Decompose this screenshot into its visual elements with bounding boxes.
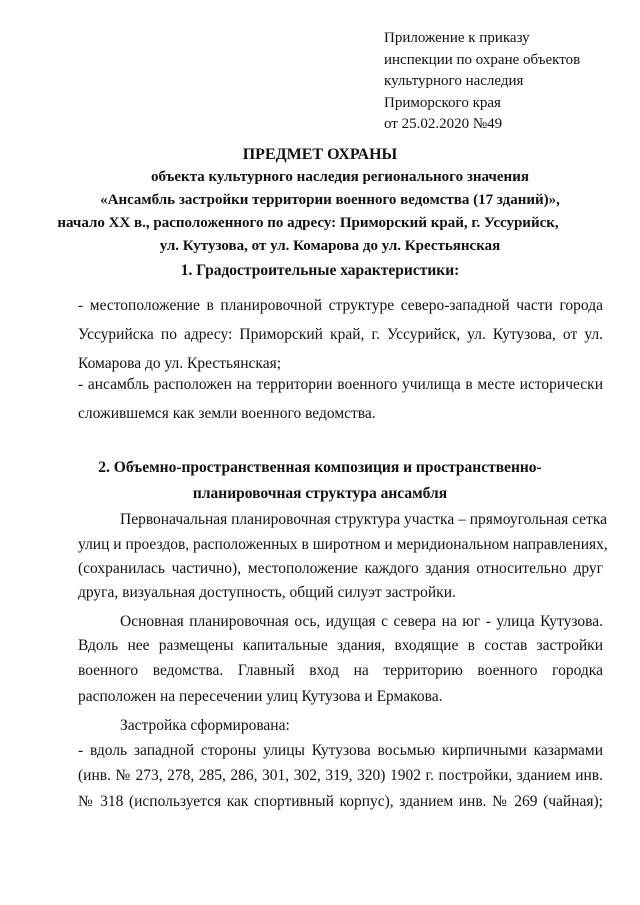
section2-line: расположен на пересечении улиц Кутузова и Ермакова. [78, 688, 443, 705]
section1-line: сложившемся как земли военного ведомства. [78, 405, 376, 422]
section1-line: - ансамбль расположен на территории военного училища в месте исторически [78, 376, 603, 393]
section1-line: Уссурийска по адресу: Приморский край, г. Уссурийск, ул. Кутузова, от ул. [78, 326, 603, 343]
section2-line: № 318 (используется как спортивный корпус), зданием инв. № 269 (чайная); [78, 793, 603, 810]
section2-line: военного ведомства. Главный вход на территорию военного городка [78, 662, 603, 679]
section1-line: - местоположение в планировочной структуре северо-западной части города [78, 297, 603, 314]
appendix-line: инспекции по охране объектов [384, 51, 581, 68]
section2-line: улиц и проездов, расположенных в широтном и меридиональном направлениях, [78, 536, 608, 553]
section2-line: Основная планировочная ось, идущая с севера на юг - улица Кутузова. [120, 613, 603, 630]
section1-line: Комарова до ул. Крестьянская; [78, 355, 282, 372]
section2-line: Застройка сформирована: [120, 717, 290, 734]
section2-heading: 2. Объемно-пространственная композиция и пространственно- [98, 459, 542, 476]
appendix-note [384, 28, 580, 136]
object-description [57, 166, 620, 258]
appendix-line: культурного наследия [384, 73, 524, 89]
object-line: начало XX в., расположенного по адресу: Приморский край, г. Уссурийск, [57, 215, 559, 231]
section1-heading: 1. Градостроительные характеристики: [180, 262, 460, 279]
object-line: ул. Кутузова, от ул. Комарова до ул. Крестьянская [159, 238, 501, 254]
appendix-date-line: от 25.02.2020 №49 [384, 116, 503, 132]
object-line: «Ансамбль застройки территории военного ведомства (17 зданий)», [100, 192, 560, 208]
appendix-line: Приморского края [384, 94, 501, 111]
object-line: объекта культурного наследия регионального значения [151, 169, 529, 185]
appendix-line: Приложение к приказу [384, 30, 530, 46]
section2-line: Вдоль нее размещены капитальные здания, входящие в состав застройки [78, 637, 603, 654]
document-title: ПРЕДМЕТ ОХРАНЫ [242, 146, 398, 163]
section2-line: друга, визуальная доступность, общий силуэт застройки. [78, 584, 456, 601]
section2-line: (инв. № 273, 278, 285, 286, 301, 302, 319, 320) 1902 г. постройки, зданием инв. [78, 767, 603, 784]
section2-line: - вдоль западной стороны улицы Кутузова восьмью кирпичными казармами [78, 742, 603, 759]
section2-line: Первоначальная планировочная структура участка – прямоугольная сетка [120, 511, 608, 528]
section2-heading: планировочная структура ансамбля [192, 485, 448, 502]
section2-line: (сохранилась частично), местоположение каждого здания относительно друг [78, 560, 603, 577]
